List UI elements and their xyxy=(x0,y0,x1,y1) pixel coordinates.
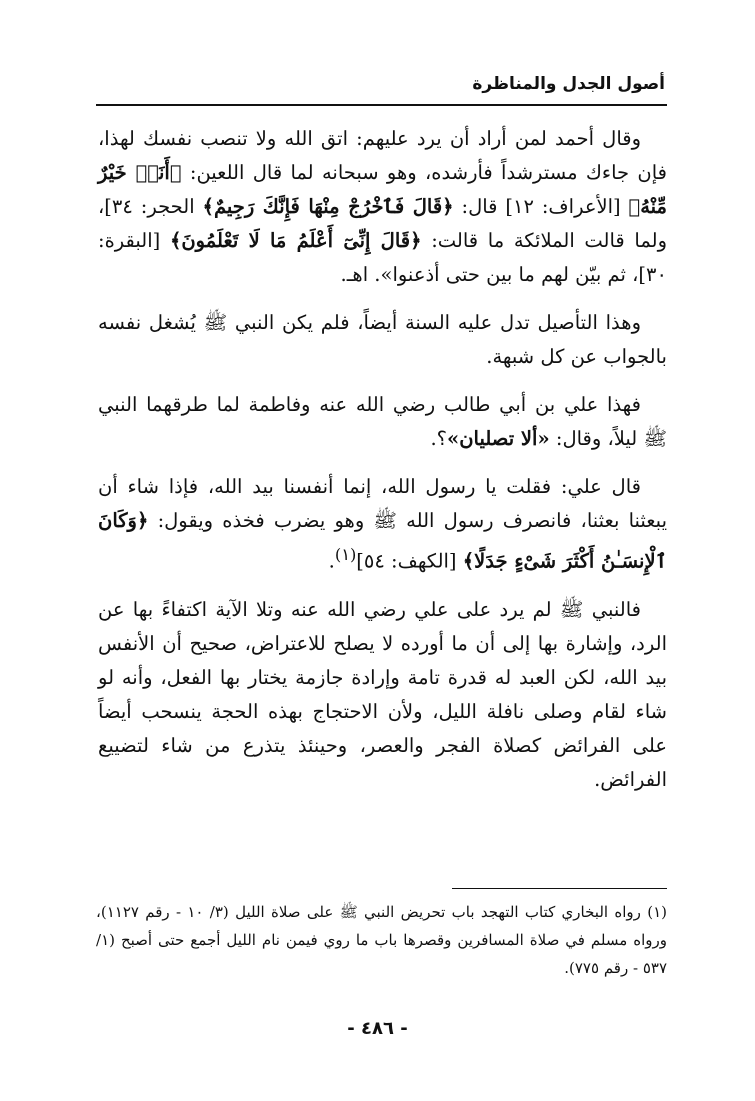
running-title: أصول الجدل والمناظرة xyxy=(472,74,665,94)
quran-verse-4: ﴿وَكَانَ ٱلْإِنسَـٰنُ أَكْثَرَ شَىْءٍ جَدَلًا﴾ xyxy=(98,509,667,573)
paragraph-3-text-2: ؟. xyxy=(430,427,448,450)
paragraph-2: وهذا التأصيل تدل عليه السنة أيضاً، فلم يكن النبي ﷺ يُشغل نفسه بالجواب عن كل شبهة. xyxy=(98,311,667,368)
paragraph-3-text-1: فهذا علي بن أبي طالب رضي الله عنه وفاطمة لما طرقهما النبي ﷺ ليلاً، وقال: xyxy=(98,393,667,450)
paragraph-1-text-3: الحجر: ٣٤]، ولما قالت الملائكة ما قالت: xyxy=(98,195,667,252)
footnote-1: (١) رواه البخاري كتاب التهجد باب تحريض النبي ﷺ على صلاة الليل (٣/ ١٠ - رقم ١١٢٧)، ورواه مسلم في صلاة المسافرين وقصرها باب ما روي فيمن نام الليل أجمع حتى أصبح (١/ ٥٣٧ - رقم ٧٧٥). xyxy=(96,903,667,977)
paragraph-4 xyxy=(98,470,667,579)
paragraph-3 xyxy=(98,388,667,456)
paragraph-4-text-1: قال علي: فقلت يا رسول الله، إنما أنفسنا بيد الله، فإذا شاء أن يبعثنا بعثنا، فانصرف رسول الله ﷺ وهو يضرب فخذه ويقول: xyxy=(98,475,667,532)
main-text xyxy=(98,122,667,811)
paragraph-4-text-3: . xyxy=(328,549,335,573)
quran-verse-3: ﴿قَالَ إِنِّىٓ أَعْلَمُ مَا لَا تَعْلَمُونَ﴾ xyxy=(169,229,422,252)
paragraph-1-text-4: [البقرة: ٣٠]، ثم بيّن لهم ما بين حتى أذعنوا». اهـ. xyxy=(98,229,667,286)
paragraph-4-text-2: [الكهف: ٥٤] xyxy=(356,549,463,573)
quran-verse-1: ﴿أَنَا۠ خَيْرٌ مِّنْهُ﴾ xyxy=(98,161,667,218)
quran-verse-2: ﴿قَالَ فَٱخْرُجْ مِنْهَا فَإِنَّكَ رَجِيمٌ﴾ xyxy=(202,195,454,218)
footnote-marker: (١) xyxy=(334,545,357,564)
hadith-quote: «ألا تصليان» xyxy=(447,427,550,450)
paragraph-5: فالنبي ﷺ لم يرد على علي رضي الله عنه وتلا الآية اكتفاءً بها عن الرد، وإشارة بها إلى أن ما أورده لا يصلح للاعتراض، صحيح أن الأنفس بيد الله، لكن العبد له قدرة تامة وإرادة جازمة يختار بها الفعل، وأنه لو شاء لقام وصلى نافلة الليل، ولأن الاحتجاج بهذه الحجة ينسحب أيضاً على الفرائض كصلاة الفجر والعصر، وحينئذ يتذرع من شاء لتضييع الفرائض. xyxy=(98,597,667,791)
footnote-divider xyxy=(452,888,667,889)
paragraph-1-text-1: وقال أحمد لمن أراد أن يرد عليهم: اتق الله ولا تنصب نفسك لهذا، فإن جاءك مسترشداً فأرشده، وهو سبحانه لما قال اللعين: xyxy=(98,127,667,184)
paragraph-1 xyxy=(98,122,667,292)
page-number: - ٤٨٦ - xyxy=(347,1018,408,1039)
header-divider xyxy=(96,104,667,106)
footnotes xyxy=(96,898,667,982)
paragraph-1-text-2: [الأعراف: ١٢] قال: xyxy=(453,195,629,218)
